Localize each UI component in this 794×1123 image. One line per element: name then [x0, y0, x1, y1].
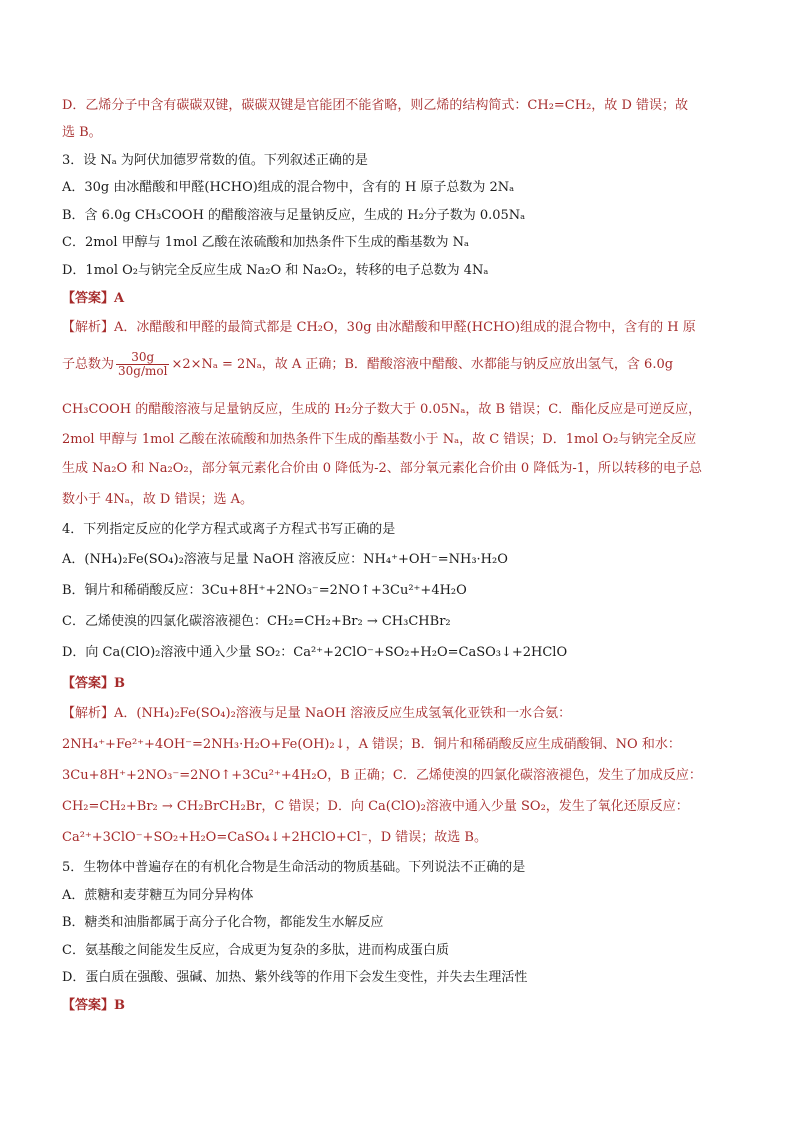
question-5-answer: 【答案】B [62, 998, 125, 1013]
question-4-option-b: B．铜片和稀硝酸反应：3Cu+8H⁺+2NO₃⁻=2NO↑+3Cu²⁺+4H₂O [62, 583, 467, 598]
molar-fraction [116, 351, 169, 378]
question-3-analysis-line: 【解析】A．冰醋酸和甲醛的最简式都是 CH₂O，30g 由冰醋酸和甲醛(HCHO)组成的混合物中，含有的 H 原 [62, 320, 696, 335]
question-3-stem: 3．设 Nₐ 为阿伏加德罗常数的值。下列叙述正确的是 [62, 153, 368, 168]
question-3-option-d: D．1mol O₂与钠完全反应生成 Na₂O 和 Na₂O₂，转移的电子总数为 4Nₐ [62, 263, 489, 278]
question-3-option-c: C．2mol 甲醇与 1mol 乙酸在浓硫酸和加热条件下生成的酯基数为 Nₐ [62, 235, 470, 250]
question-3-option-a: A．30g 由冰醋酸和甲醛(HCHO)组成的混合物中，含有的 H 原子总数为 2Nₐ [62, 180, 515, 195]
question-4-option-a: A．(NH₄)₂Fe(SO₄)₂溶液与足量 NaOH 溶液反应：NH₄⁺+OH⁻=NH₃·H₂O [62, 552, 508, 567]
question-5-option-d: D．蛋白质在强酸、强碱、加热、紫外线等的作用下会发生变性，并失去生理活性 [62, 970, 528, 985]
question-5-stem: 5．生物体中普遍存在的有机化合物是生命活动的物质基础。下列说法不正确的是 [62, 860, 526, 875]
question-3-analysis-fraction-line [62, 348, 673, 382]
fraction-numerator: 30g [116, 351, 169, 365]
question-3-answer: 【答案】A [62, 291, 125, 306]
question-5-option-a: A．蔗糖和麦芽糖互为同分异构体 [62, 888, 254, 903]
analysis-line: D．乙烯分子中含有碳碳双键，碳碳双键是官能团不能省略，则乙烯的结构简式：CH₂=CH₂，故 D 错误；故 [62, 98, 688, 113]
fraction-denominator: 30g/mol [118, 364, 168, 378]
question-4-analysis-line: CH₂=CH₂+Br₂ → CH₂BrCH₂Br，C 错误；D．向 Ca(ClO)₂溶液中通入少量 SO₂，发生了氧化还原反应： [62, 799, 689, 814]
question-3-analysis-line: CH₃COOH 的醋酸溶液与足量钠反应，生成的 H₂分子数大于 0.05Nₐ，故 B 错误；C．酯化反应是可逆反应， [62, 402, 702, 417]
fraction-prefix: 子总数为 [62, 357, 115, 372]
question-5-option-c: C．氨基酸之间能发生反应，合成更为复杂的多肽，进而构成蛋白质 [62, 943, 449, 958]
question-4-option-c: C．乙烯使溴的四氯化碳溶液褪色：CH₂=CH₂+Br₂ → CH₃CHBr₂ [62, 614, 451, 629]
question-5-option-b: B．糖类和油脂都属于高分子化合物，都能发生水解反应 [62, 915, 384, 930]
question-3-analysis-line: 生成 Na₂O 和 Na₂O₂，部分氧元素化合价由 0 降低为-2、部分氧元素化合价由 0 降低为-1，所以转移的电子总 [62, 461, 702, 476]
question-4-answer: 【答案】B [62, 676, 125, 691]
question-4-analysis-line: 【解析】A．(NH₄)₂Fe(SO₄)₂溶液与足量 NaOH 溶液反应生成氢氧化亚铁和一水合氨： [62, 706, 572, 721]
fraction-suffix: ×2×Nₐ = 2Nₐ，故 A 正确；B．醋酸溶液中醋酸、水都能与钠反应放出氢气，含 6.0g [171, 357, 674, 372]
question-4-analysis-line: 3Cu+8H⁺+2NO₃⁻=2NO↑+3Cu²⁺+4H₂O，B 正确；C．乙烯使溴的四氯化碳溶液褪色，发生了加成反应： [62, 768, 702, 783]
analysis-line: 选 B。 [62, 125, 102, 140]
question-3-analysis-line: 数小于 4Nₐ，故 D 错误；选 A。 [62, 492, 254, 507]
question-4-stem: 4．下列指定反应的化学方程式或离子方程式书写正确的是 [62, 522, 396, 537]
question-4-analysis-line: 2NH₄⁺+Fe²⁺+4OH⁻=2NH₃·H₂O+Fe(OH)₂↓，A 错误；B．铜片和稀硝酸反应生成硝酸铜、NO 和水： [62, 737, 681, 752]
question-3-analysis-line: 2mol 甲醇与 1mol 乙酸在浓硫酸和加热条件下生成的酯基数小于 Nₐ，故 C 错误；D．1mol O₂与钠完全反应 [62, 432, 697, 447]
question-4-analysis-line: Ca²⁺+3ClO⁻+SO₂+H₂O=CaSO₄↓+2HClO+Cl⁻，D 错误；故选 B。 [62, 830, 487, 845]
question-3-option-b: B．含 6.0g CH₃COOH 的醋酸溶液与足量钠反应，生成的 H₂分子数为 0.05Nₐ [62, 208, 526, 223]
question-4-option-d: D．向 Ca(ClO)₂溶液中通入少量 SO₂：Ca²⁺+2ClO⁻+SO₂+H₂O=CaSO₃↓+2HClO [62, 645, 568, 660]
